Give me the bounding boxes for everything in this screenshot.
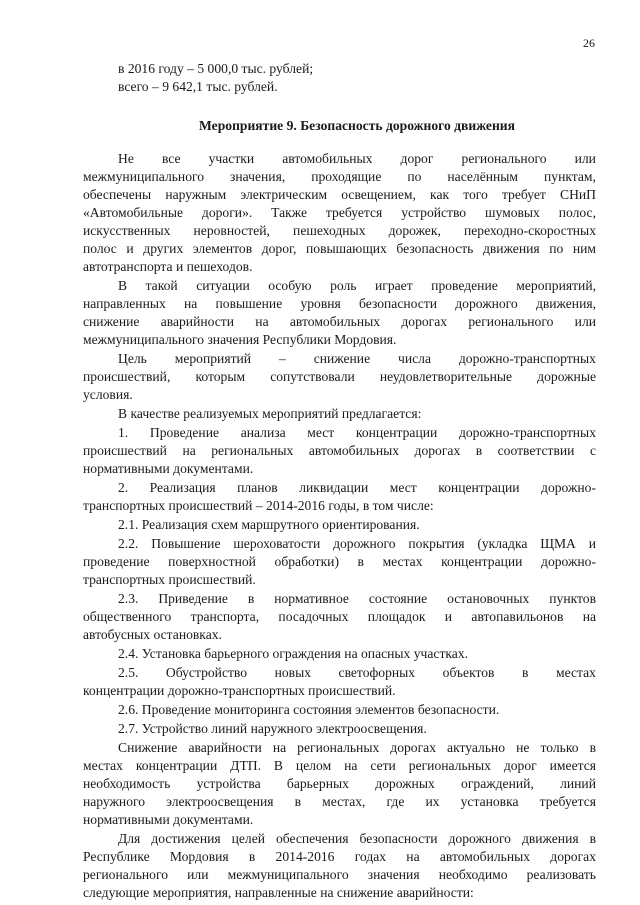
word: снижение аварийности на автомобильных дорогах регионального или xyxy=(83,314,596,329)
paragraph xyxy=(83,535,596,589)
text-line xyxy=(83,295,596,313)
paragraph xyxy=(83,739,596,829)
budget-line-2016: в 2016 году – 5 000,0 тыс. рублей; xyxy=(118,61,314,76)
paragraph xyxy=(118,720,596,738)
text-line xyxy=(118,830,596,848)
word: автотранспорта и пешеходов. xyxy=(83,259,253,274)
word: значения, xyxy=(230,169,286,184)
word: нормативными документами. xyxy=(83,812,254,827)
budget-line-total: всего – 9 642,1 тыс. рублей. xyxy=(118,79,278,94)
text-line xyxy=(118,664,596,682)
word: проходящие xyxy=(311,169,382,184)
text-line xyxy=(118,535,596,553)
text-line xyxy=(83,240,596,258)
text-line xyxy=(83,186,596,204)
paragraph xyxy=(83,350,596,404)
word: 2.3. Приведение в нормативное состояние остановочных пунктов xyxy=(118,591,596,606)
word: 2. Реализация планов ликвидации мест концентрации дорожно- xyxy=(118,480,596,495)
text-line xyxy=(83,848,596,866)
text-line xyxy=(118,516,596,534)
word: в xyxy=(522,665,529,680)
paragraph xyxy=(83,424,596,478)
text-line xyxy=(83,682,596,700)
word: дорог xyxy=(400,151,434,166)
text-line xyxy=(118,720,596,738)
word: Цель xyxy=(118,351,147,366)
word: новых xyxy=(274,665,311,680)
text-line xyxy=(83,884,596,902)
word: «Автомобильные дороги». Также требуется устройство шумовых полос, xyxy=(83,205,596,220)
word: В качестве реализуемых мероприятий предлагается: xyxy=(118,406,422,421)
text-line xyxy=(83,313,596,331)
text-line xyxy=(83,222,596,240)
text-line xyxy=(83,626,596,644)
word: дорожно-транспортных xyxy=(458,351,596,366)
word: межмуниципального xyxy=(83,169,205,184)
text-line xyxy=(83,204,596,222)
word: Республике Мордовия в 2014-2016 годах на автомобильных дорогах xyxy=(83,849,596,864)
text-line xyxy=(83,386,596,404)
text-line xyxy=(83,608,596,626)
text-line xyxy=(83,331,596,349)
text-line xyxy=(83,460,596,478)
word: – xyxy=(278,351,286,366)
text-line xyxy=(83,442,596,460)
text-line xyxy=(118,150,596,168)
paragraph xyxy=(83,590,596,644)
paragraph xyxy=(83,277,596,349)
word: нормативными документами. xyxy=(83,461,254,476)
paragraph xyxy=(83,830,596,902)
word: происшествий на региональных автомобильных дорогах в соответствии с xyxy=(83,443,596,458)
word: полос и других элементов дорог, повышающих безопасность движения по ним xyxy=(83,241,596,256)
word: населённым xyxy=(447,169,519,184)
word: 1. Проведение анализа мест концентрации дорожно-транспортных xyxy=(118,425,596,440)
word: по xyxy=(407,169,422,184)
text-line xyxy=(118,739,596,757)
text-line xyxy=(83,497,596,515)
word: 2.4. Установка барьерного ограждения на опасных участках. xyxy=(118,646,469,661)
word: Снижение аварийности на региональных дорогах актуально не только в xyxy=(118,740,596,755)
word: Для достижения целей обеспечения безопасности дорожного движения в xyxy=(118,831,596,846)
paragraphs xyxy=(83,150,596,902)
word: 2.1. Реализация схем маршрутного ориентирования. xyxy=(118,517,420,532)
word: направленных на повышение уровня безопасности дорожного движения, xyxy=(83,296,596,311)
word: 2.6. Проведение мониторинга состояния элементов безопасности. xyxy=(118,702,500,717)
word: В такой ситуации особую роль играет проведение мероприятий, xyxy=(118,278,596,293)
text-line xyxy=(83,258,596,276)
text-line xyxy=(118,590,596,608)
word: или xyxy=(574,151,596,166)
word: пунктам, xyxy=(544,169,596,184)
word: местах xyxy=(555,665,596,680)
word: регионального xyxy=(461,151,547,166)
word: 2.5. xyxy=(118,665,139,680)
text-line xyxy=(118,405,596,423)
text-line xyxy=(118,277,596,295)
word: проведение поверхностной обработки) в местах концентрации дорожно- xyxy=(83,554,596,569)
paragraph xyxy=(118,645,596,663)
word: мероприятий xyxy=(174,351,252,366)
word: 2.7. Устройство линий наружного электроосвещения. xyxy=(118,721,427,736)
word: транспортных происшествий. xyxy=(83,572,256,587)
word: автомобильных xyxy=(282,151,373,166)
paragraph xyxy=(83,150,596,276)
word: концентрации дорожно-транспортных происшествий. xyxy=(83,683,396,698)
word: регионального или межмуниципального значения необходимо реализовать xyxy=(83,867,596,882)
text-line xyxy=(118,350,596,368)
word: Обустройство xyxy=(165,665,248,680)
word: обеспечены наружным электрическим освещением, как того требует СНиП xyxy=(83,187,596,202)
word: снижение xyxy=(313,351,371,366)
word: 2.2. Повышение шероховатости дорожного покрытия (укладка ЩМА и xyxy=(118,536,596,551)
text-line xyxy=(118,479,596,497)
page-number: 26 xyxy=(583,36,595,50)
text-line xyxy=(83,168,596,186)
paragraph xyxy=(83,479,596,515)
text-line xyxy=(83,757,596,775)
text-line xyxy=(118,424,596,442)
word: искусственных неровностей, пешеходных дорожек, переходно-скоростных xyxy=(83,223,596,238)
text-line xyxy=(118,701,596,719)
paragraph xyxy=(118,701,596,719)
word: светофорных xyxy=(338,665,416,680)
paragraph xyxy=(118,516,596,534)
word: межмуниципального значения Республики Мордовия. xyxy=(83,332,397,347)
text-line xyxy=(83,571,596,589)
section-heading: Мероприятие 9. Безопасность дорожного движения xyxy=(199,118,515,133)
text-line xyxy=(83,793,596,811)
word: наружного электроосвещения в местах, где их установка требуется xyxy=(83,794,596,809)
paragraph xyxy=(83,664,596,700)
word: общественного транспорта, посадочных площадок и автопавильонов на xyxy=(83,609,596,624)
word: следующие мероприятия, направленные на снижение аварийности: xyxy=(83,885,474,900)
text-line xyxy=(83,368,596,386)
word: автобусных остановках. xyxy=(83,627,222,642)
word: Не xyxy=(118,151,134,166)
word: объектов xyxy=(442,665,495,680)
document-body xyxy=(83,60,596,903)
word: условия. xyxy=(83,387,133,402)
word: числа xyxy=(398,351,431,366)
word: происшествий, которым сопутствовали неудовлетворительные дорожные xyxy=(83,369,596,384)
word: необходимость устройства барьерных дорожных ограждений, линий xyxy=(83,776,596,791)
paragraph xyxy=(118,405,596,423)
budget-block xyxy=(118,60,596,96)
word: участки xyxy=(208,151,255,166)
word: транспортных происшествий – 2014-2016 годы, в том числе: xyxy=(83,498,434,513)
text-line xyxy=(83,775,596,793)
word: местах концентрации ДТП. В целом на сети региональных дорог имеется xyxy=(83,758,596,773)
word: все xyxy=(161,151,181,166)
text-line xyxy=(118,645,596,663)
text-line xyxy=(83,866,596,884)
text-line xyxy=(83,811,596,829)
text-line xyxy=(83,553,596,571)
